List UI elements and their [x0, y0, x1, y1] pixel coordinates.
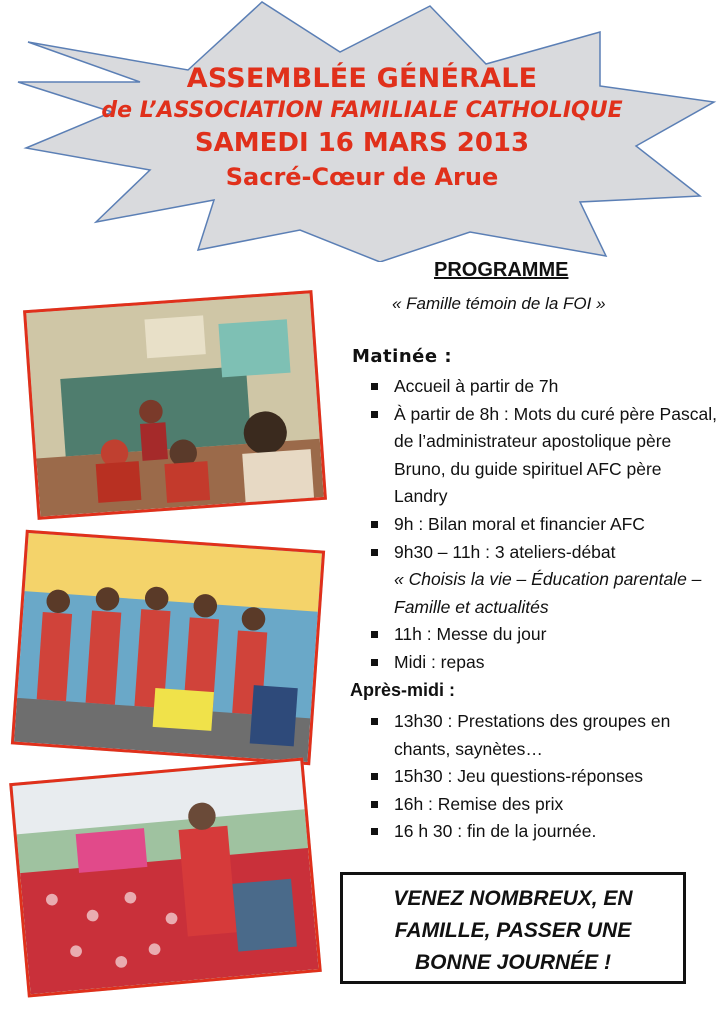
programme-title: PROGRAMME	[434, 259, 569, 281]
section-apres-midi: Après-midi :	[350, 680, 456, 700]
bullet-icon	[371, 383, 378, 390]
list-item: 13h30 : Prestations des groupes en chants, saynètes…	[368, 708, 718, 763]
list-item: Midi : repas	[368, 649, 718, 677]
bullet-icon	[371, 828, 378, 835]
section-matinee: Matinée :	[352, 346, 453, 367]
apres-midi-list	[368, 708, 718, 846]
event-title: ASSEMBLÉE GÉNÉRALE	[186, 63, 538, 94]
bullet-icon	[371, 801, 378, 808]
cta-line: VENEZ NOMBREUX, EN	[393, 887, 633, 910]
list-item: 9h30 – 11h : 3 ateliers-débat « Choisis la vie – Éducation parentale – Famille et actualités	[368, 539, 718, 622]
cta-line: FAMILLE, PASSER UNE	[394, 919, 632, 942]
bullet-icon	[371, 549, 378, 556]
list-item: Accueil à partir de 7h	[368, 373, 718, 401]
list-item: 15h30 : Jeu questions-réponses	[368, 763, 718, 791]
list-item: 16 h 30 : fin de la journée.	[368, 818, 718, 846]
association-name: de L’ASSOCIATION FAMILIALE CATHOLIQUE	[101, 98, 623, 123]
bullet-icon	[371, 718, 378, 725]
list-item: À partir de 8h : Mots du curé père Pascal, de l’administrateur apostolique père Bruno, du guide spirituel AFC père Landry	[368, 401, 718, 511]
matinee-list	[368, 373, 718, 677]
classroom-photo	[23, 290, 327, 520]
programme-subtitle: « Famille témoin de la FOI »	[392, 294, 606, 313]
bullet-icon	[371, 659, 378, 666]
singers-photo	[11, 530, 325, 765]
event-date: SAMEDI 16 MARS 2013	[194, 128, 530, 158]
crowd-photo	[9, 758, 322, 998]
list-item: 9h : Bilan moral et financier AFC	[368, 511, 718, 539]
bullet-icon	[371, 631, 378, 638]
list-item: 11h : Messe du jour	[368, 621, 718, 649]
atelier-detail: « Choisis la vie – Éducation parentale – Famille et actualités	[394, 569, 702, 617]
event-location: Sacré-Cœur de Arue	[225, 163, 499, 191]
call-to-action-box	[340, 872, 686, 984]
bullet-icon	[371, 773, 378, 780]
bullet-icon	[371, 411, 378, 418]
bullet-icon	[371, 521, 378, 528]
cta-line: BONNE JOURNÉE !	[414, 951, 612, 974]
event-header	[0, 62, 724, 194]
list-item: 16h : Remise des prix	[368, 791, 718, 819]
